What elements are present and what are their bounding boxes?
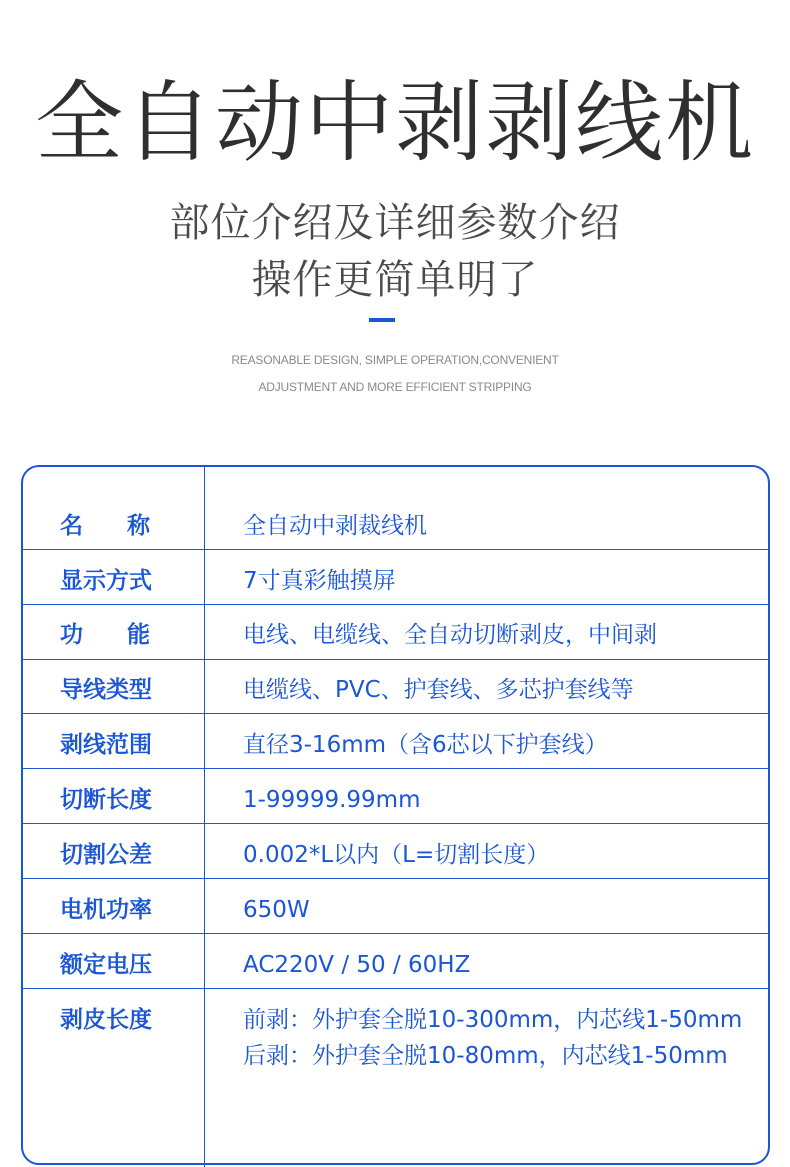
spec-value-function: 电线、电缆线、全自动切断剥皮，中间剥 — [243, 622, 657, 648]
row-divider — [23, 933, 770, 934]
spec-value-strip-length-rear: 后剥：外护套全脱10-80mm，内芯线1-50mm — [243, 1043, 728, 1069]
spec-value-name: 全自动中剥裁线机 — [243, 513, 427, 539]
spec-value-wire-type: 电缆线、PVC、护套线、多芯护套线等 — [243, 677, 634, 703]
spec-table — [21, 465, 770, 1165]
spec-label-strip-range: 剥线范围 — [60, 732, 152, 758]
spec-value-cut-tolerance: 0.002*L以内（L=切割长度） — [243, 842, 550, 868]
subtitle-line-1: 部位介绍及详细参数介绍 — [169, 200, 621, 246]
row-divider — [23, 988, 770, 989]
column-divider — [204, 467, 205, 1167]
spec-value-motor-power: 650W — [243, 897, 310, 923]
row-divider — [23, 659, 770, 660]
spec-label-cut-tolerance: 切割公差 — [60, 842, 152, 868]
row-divider — [23, 768, 770, 769]
spec-value-display: 7寸真彩触摸屏 — [243, 568, 396, 594]
spec-label-cut-length: 切断长度 — [60, 787, 152, 813]
spec-value-strip-length-front: 前剥：外护套全脱10-300mm，内芯线1-50mm — [243, 1007, 743, 1033]
spec-value-cut-length: 1-99999.99mm — [243, 787, 421, 813]
english-tagline-2: ADJUSTMENT AND MORE EFFICIENT STRIPPING — [258, 380, 532, 394]
accent-divider — [369, 318, 395, 322]
spec-label-name: 名称 — [60, 513, 194, 539]
row-divider — [23, 549, 770, 550]
spec-label-display: 显示方式 — [60, 568, 152, 594]
spec-value-rated-voltage: AC220V / 50 / 60HZ — [243, 952, 471, 978]
page-title: 全自动中剥剥线机 — [34, 71, 755, 174]
english-tagline-1: REASONABLE DESIGN, SIMPLE OPERATION,CONVENIENT — [231, 353, 559, 367]
spec-label-motor-power: 电机功率 — [60, 897, 152, 923]
spec-label-strip-length: 剥皮长度 — [60, 1007, 152, 1033]
spec-value-strip-range: 直径3-16mm（含6芯以下护套线） — [243, 732, 608, 758]
row-divider — [23, 823, 770, 824]
row-divider — [23, 713, 770, 714]
spec-label-wire-type: 导线类型 — [60, 677, 152, 703]
subtitle-line-2: 操作更简单明了 — [251, 257, 539, 303]
row-divider — [23, 604, 770, 605]
row-divider — [23, 878, 770, 879]
spec-label-function: 功能 — [60, 622, 194, 648]
spec-label-rated-voltage: 额定电压 — [60, 952, 152, 978]
